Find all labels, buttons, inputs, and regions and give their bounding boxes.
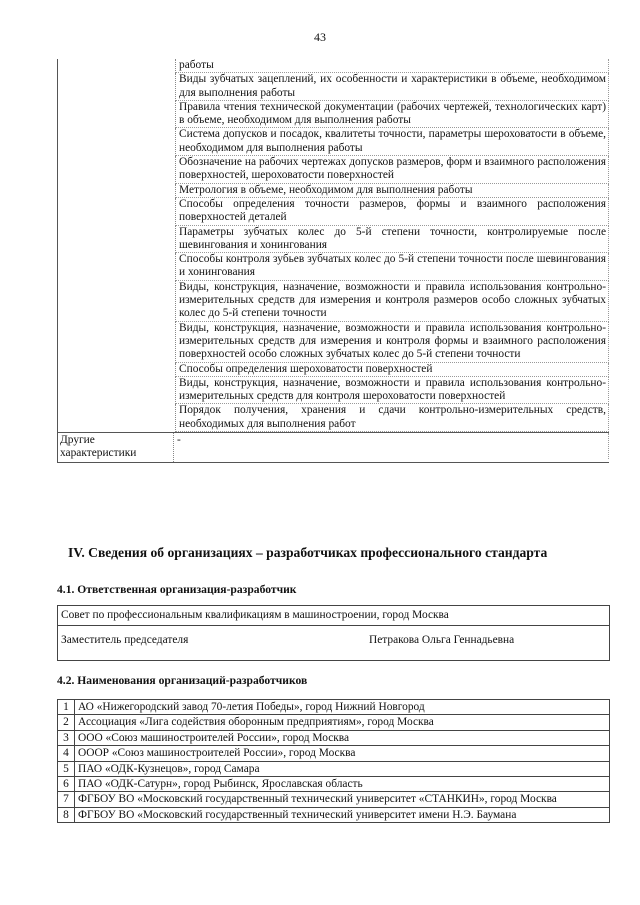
organization-name: ПАО «ОДК-Сатурн», город Рыбинск, Ярославская область <box>75 777 610 792</box>
signatory-position: Заместитель председателя <box>61 634 189 646</box>
organization-name: ОООР «Союз машиностроителей России», город Москва <box>75 746 610 761</box>
knowledge-item: Способы определения точности размеров, формы и взаимного расположения поверхностей деталей <box>176 198 609 226</box>
organization-name: ПАО «ОДК-Кузнецов», город Самара <box>75 761 610 776</box>
knowledge-item: Обозначение на рабочих чертежах допусков размеров, форм и взаимного расположения поверхностей, шероховатости поверхностей <box>176 156 609 184</box>
table-row <box>58 746 610 761</box>
table-row <box>58 715 610 730</box>
knowledge-item: Способы определения шероховатости поверхностей <box>176 363 609 377</box>
knowledge-table <box>57 59 609 463</box>
knowledge-item: Метрология в объеме, необходимом для выполнения работы <box>176 184 609 198</box>
knowledge-item: работы <box>176 59 609 73</box>
section-heading: IV. Сведения об организациях – разработчиках профессионального стандарта <box>68 545 548 560</box>
row-number: 2 <box>58 715 75 730</box>
knowledge-item: Система допусков и посадок, квалитеты точности, параметры шероховатости в объеме, необходимом для выполнения работы <box>176 128 609 156</box>
subsection-heading-developers: 4.2. Наименования организаций-разработчиков <box>57 674 308 687</box>
organization-name: ФГБОУ ВО «Московский государственный технический университет имени Н.Э. Баумана <box>75 807 610 822</box>
row-number: 4 <box>58 746 75 761</box>
table-row <box>57 73 609 101</box>
table-row <box>58 792 610 807</box>
knowledge-item: Порядок получения, хранения и сдачи контрольно-измерительных средств, необходимых для выполнения работ <box>176 404 609 432</box>
signatory-name: Петракова Ольга Геннадьевна <box>369 634 515 646</box>
table-row <box>58 700 610 715</box>
responsible-organization-table <box>57 605 610 661</box>
table-row <box>57 322 609 363</box>
table-row <box>58 777 610 792</box>
developer-organizations-table <box>57 699 610 823</box>
table-row <box>57 404 609 432</box>
row-number: 5 <box>58 761 75 776</box>
knowledge-item: Виды, конструкция, назначение, возможности и правила использования контрольно-измерительных средств для измерения и контроля размеров особо сложных зубчатых колес до 5-й степени точности <box>176 281 609 322</box>
responsible-organization: Совет по профессиональным квалификациям в машиностроении, город Москва <box>58 606 609 626</box>
knowledge-item: Виды, конструкция, назначение, возможности и правила использования контрольно-измерительных средств для измерения и контроля формы и взаимного расположения поверхностей особо сложных зубчатых колес до 5-й степени точности <box>176 322 609 363</box>
knowledge-item: Правила чтения технической документации (рабочих чертежей, технологических карт) в объеме, необходимом для выполнения работы <box>176 101 609 129</box>
table-row <box>57 59 609 73</box>
other-characteristics-label: Другие характеристики <box>57 433 174 462</box>
row-number: 7 <box>58 792 75 807</box>
table-row <box>57 156 609 184</box>
knowledge-item: Параметры зубчатых колес до 5-й степени точности, контролируемые после шевингования и хонингования <box>176 226 609 254</box>
other-characteristics-value: - <box>174 433 609 459</box>
table-row <box>57 281 609 322</box>
subsection-heading-responsible: 4.1. Ответственная организация-разработчик <box>57 583 297 596</box>
organization-name: Ассоциация «Лига содействия оборонным предприятиям», город Москва <box>75 715 610 730</box>
table-row <box>57 377 609 405</box>
table-row <box>58 730 610 745</box>
table-row <box>57 101 609 129</box>
responsible-signatory-row <box>58 626 609 660</box>
organization-name: ООО «Союз машиностроителей России», город Москва <box>75 730 610 745</box>
other-characteristics-row <box>57 432 609 463</box>
table-row <box>57 253 609 281</box>
page-number: 43 <box>314 30 326 44</box>
table-row <box>57 184 609 198</box>
organization-name: АО «Нижегородский завод 70-летия Победы», город Нижний Новгород <box>75 700 610 715</box>
row-number: 1 <box>58 700 75 715</box>
row-number: 3 <box>58 730 75 745</box>
table-row <box>57 128 609 156</box>
table-row <box>57 363 609 377</box>
knowledge-item: Виды зубчатых зацеплений, их особенности и характеристики в объеме, необходимом для выполнения работы <box>176 73 609 101</box>
row-number: 8 <box>58 807 75 822</box>
organization-name: ФГБОУ ВО «Московский государственный технический университет «СТАНКИН», город Москва <box>75 792 610 807</box>
knowledge-item: Виды, конструкция, назначение, возможности и правила использования контрольно-измерительных средств для контроля шероховатости поверхностей <box>176 377 609 405</box>
table-row <box>57 226 609 254</box>
row-number: 6 <box>58 777 75 792</box>
table-row <box>57 198 609 226</box>
table-row <box>58 761 610 776</box>
table-row <box>58 807 610 822</box>
knowledge-item: Способы контроля зубьев зубчатых колес до 5-й степени точности после шевингования и хонингования <box>176 253 609 281</box>
